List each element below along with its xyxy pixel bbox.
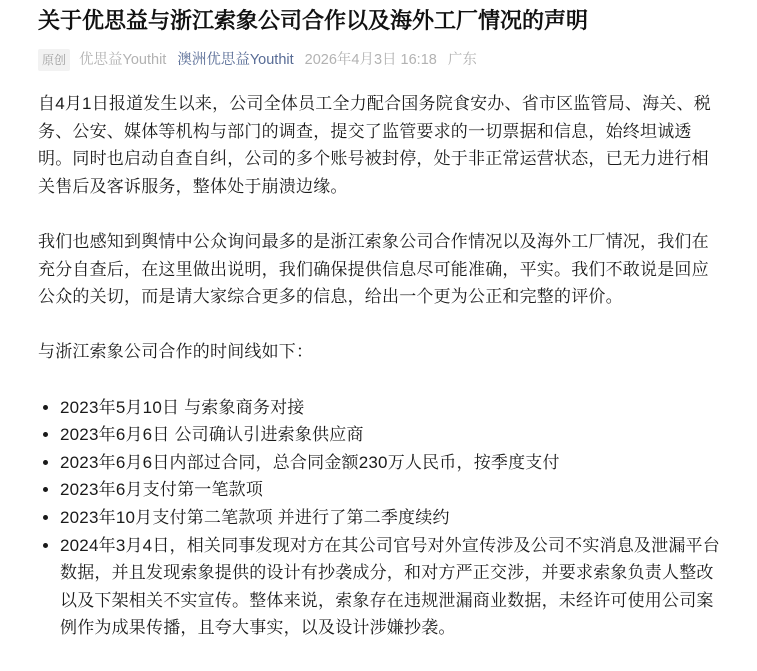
timeline-item: • 2024年3月4日，相关同事发现对方在其公司官号对外宣传涉及公司不实消息及泄漏平台数据，并且发现索象提供的设计有抄袭成分，和对方严正交涉，并要求索象负责人整改以及下架相关不实宣传。整体来说，索象存在违规泄漏商业数据，未经许可使用公司案例作为成果传播，且夸大事实，以及设计涉嫌抄袭。 (60, 532, 720, 642)
timeline-list (38, 394, 720, 642)
timeline-item: • 2023年6月6日 公司确认引进索象供应商 (60, 421, 720, 449)
paragraph: 自4月1日报道发生以来，公司全体员工全力配合国务院食安办、省市区监管局、海关、税务、公安、媒体等机构与部门的调查，提交了监管要求的一切票据和信息，始终坦诚透明。同时也启动自查自纠，公司的多个账号被封停，处于非正常运营状态，已无力进行相关售后及客诉服务，整体处于崩溃边缘。 (38, 94, 711, 196)
timeline-item: • 2023年6月支付第一笔款项 (60, 476, 720, 504)
article-body (38, 90, 720, 642)
timeline-item: • 2023年10月支付第二笔款项 并进行了第二季度续约 (60, 504, 720, 532)
account-link[interactable]: 澳洲优思益Youthit (177, 52, 294, 68)
author-name: 优思益Youthit (79, 52, 167, 68)
paragraph: 我们也感知到舆情中公众询问最多的是浙江索象公司合作情况以及海外工厂情况，我们在充分自查后，在这里做出说明，我们确保提供信息尽可能准确，平实。我们不敢说是回应公众的关切，而是请大家综合更多的信息，给出一个更为公正和完整的评价。 (38, 231, 709, 307)
publish-time: 2026年4月3日 16:18 (304, 52, 437, 68)
paragraph: 与浙江索象公司合作的时间线如下： (38, 342, 314, 362)
original-tag: 原创 (38, 49, 70, 71)
publish-location: 广东 (447, 52, 477, 68)
timeline-item: • 2023年5月10日 与索象商务对接 (60, 394, 720, 422)
article-meta (38, 49, 477, 71)
timeline-item: • 2023年6月6日内部过合同，总合同金额230万人民币，按季度支付 (60, 449, 720, 477)
article-title: 关于优思益与浙江索象公司合作以及海外工厂情况的声明 (38, 8, 589, 33)
